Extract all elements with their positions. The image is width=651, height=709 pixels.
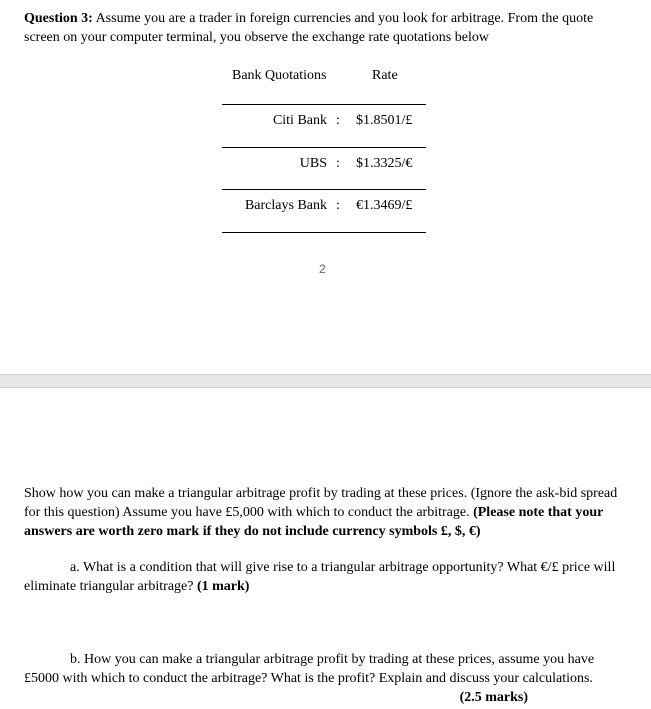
instructions-text: Show how you can make a triangular arbitrage profit by trading at these prices. (Ignore the ask-bid spread for this question) Assume you have £5,000 with which to conduct the arbitrage. (24, 486, 618, 520)
question-3-text: Assume you are a trader in foreign currencies and you look for arbitrage. From the quote screen on your computer terminal, you observe the exchange rate quotations below (24, 11, 594, 45)
part-a-marks: (1 mark) (196, 579, 250, 594)
row-barclays-rate: €1.3469/£ (356, 198, 413, 213)
row-ubs-colon: : (336, 156, 340, 171)
table-rule (222, 189, 426, 190)
part-a-paragraph (24, 558, 628, 596)
question-3-label: Question 3: (24, 11, 93, 26)
part-a-text: a. What is a condition that will give rise to a triangular arbitrage opportunity? What €/£ price will eliminate triangular arbitrage? (24, 560, 616, 594)
table-rule (222, 104, 426, 105)
question-3-paragraph (24, 9, 628, 47)
row-citi-bank-rate: $1.8501/£ (356, 113, 413, 128)
row-barclays-name: Barclays Bank (244, 198, 327, 213)
page-break-gap (0, 374, 651, 388)
page-number: 2 (319, 262, 326, 276)
instructions-paragraph (24, 484, 628, 541)
row-barclays-colon: : (336, 198, 340, 213)
part-b-text: b. How you can make a triangular arbitrage profit by trading at these prices, assume you have £5000 with which to conduct the arbitrage? What is the profit? Explain and discuss your calculations. (24, 652, 595, 686)
row-citi-bank-colon: : (336, 113, 340, 128)
part-b-marks: (2.5 marks) (459, 690, 528, 705)
part-b-paragraph (24, 650, 628, 707)
row-ubs-name: UBS (299, 156, 327, 171)
header-rate: Rate (372, 68, 398, 83)
row-ubs-rate: $1.3325/€ (356, 156, 413, 171)
table-rule (222, 147, 426, 148)
table-rule (222, 232, 426, 233)
header-bank-quotations: Bank Quotations (232, 68, 327, 83)
row-citi-bank-name: Citi Bank (272, 113, 327, 128)
document-page-2 (0, 388, 651, 709)
instructions-note: (Please note that your answers are worth zero mark if they do not include currency symbols £, $, €) (24, 505, 604, 539)
